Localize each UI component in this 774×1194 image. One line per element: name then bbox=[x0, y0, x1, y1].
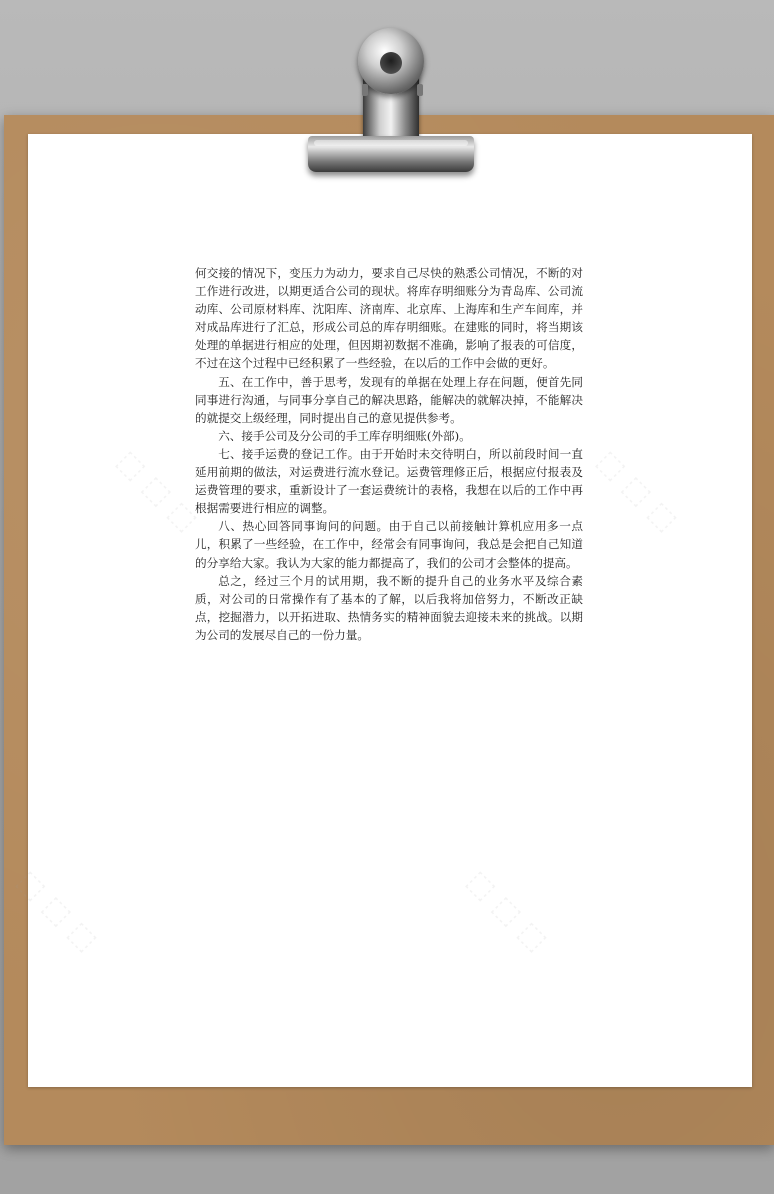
clip-hole-icon bbox=[380, 52, 402, 74]
paragraph-conclusion: 总之，经过三个月的试用期，我不断的提升自己的业务水平及综合素质，对公司的日常操作有了基本的了解，以后我将加倍努力，不断改正缺点，挖掘潜力，以开拓进取、热情务实的精神面貌去迎接未来的挑战。以期为公司的发展尽自己的一份力量。 bbox=[195, 573, 583, 642]
clip-pin-left bbox=[362, 84, 368, 96]
paragraph-item-5: 五、在工作中，善于思考，发现有的单据在处理上存在问题，便首先同同事进行沟通，与同事分享自己的解决思路，能解决的就解决掉，不能解决的就提交上级经理，同时提出自己的意见提供参考。 bbox=[195, 374, 583, 425]
paragraph-item-7: 七、接手运费的登记工作。由于开始时未交待明白，所以前段时间一直延用前期的做法，对运费进行流水登记。运费管理修正后，根据应付报表及运费管理的要求，重新设计了一套运费统计的表格，我想在以后的工作中再根据需要进行相应的调整。 bbox=[195, 446, 583, 516]
watermark-mark-3: ⬚ ⬚ ⬚ bbox=[10, 863, 105, 958]
clip-pin-right bbox=[417, 84, 423, 96]
watermark-mark-1: ⬚ ⬚ ⬚ bbox=[110, 443, 205, 538]
watermark-mark-2: ⬚ ⬚ ⬚ bbox=[590, 443, 685, 538]
paragraph-item-8: 八、热心回答同事询问的问题。由于自己以前接触计算机应用多一点儿，积累了一些经验，在工作中，经常会有同事询问，我总是会把自己知道的分享给大家。我认为大家的能力都提高了，我们的公司才会整体的提高。 bbox=[195, 519, 583, 570]
paragraph-continued: 何交接的情况下，变压力为动力，要求自己尽快的熟悉公司情况，不断的对工作进行改进，以期更适合公司的现状。将库存明细账分为青岛库、公司流动库、公司原材料库、沈阳库、济南库、北京库、上海库和生产车间库，并对成品库进行了汇总，形成公司总的库存明细账。在建账的同时，将当期该处理的单据进行相应的处理，但因期初数据不准确，影响了报表的可信度，不过在这个过程中已经积累了一些经验，在以后的工作中会做的更好。 bbox=[195, 266, 583, 371]
document-body bbox=[195, 264, 583, 644]
clip-plate bbox=[308, 136, 474, 172]
paragraph-item-6: 六、接手公司及分公司的手工库存明细账(外部)。 bbox=[218, 428, 471, 443]
watermark-mark-4: ⬚ ⬚ ⬚ bbox=[460, 863, 555, 958]
